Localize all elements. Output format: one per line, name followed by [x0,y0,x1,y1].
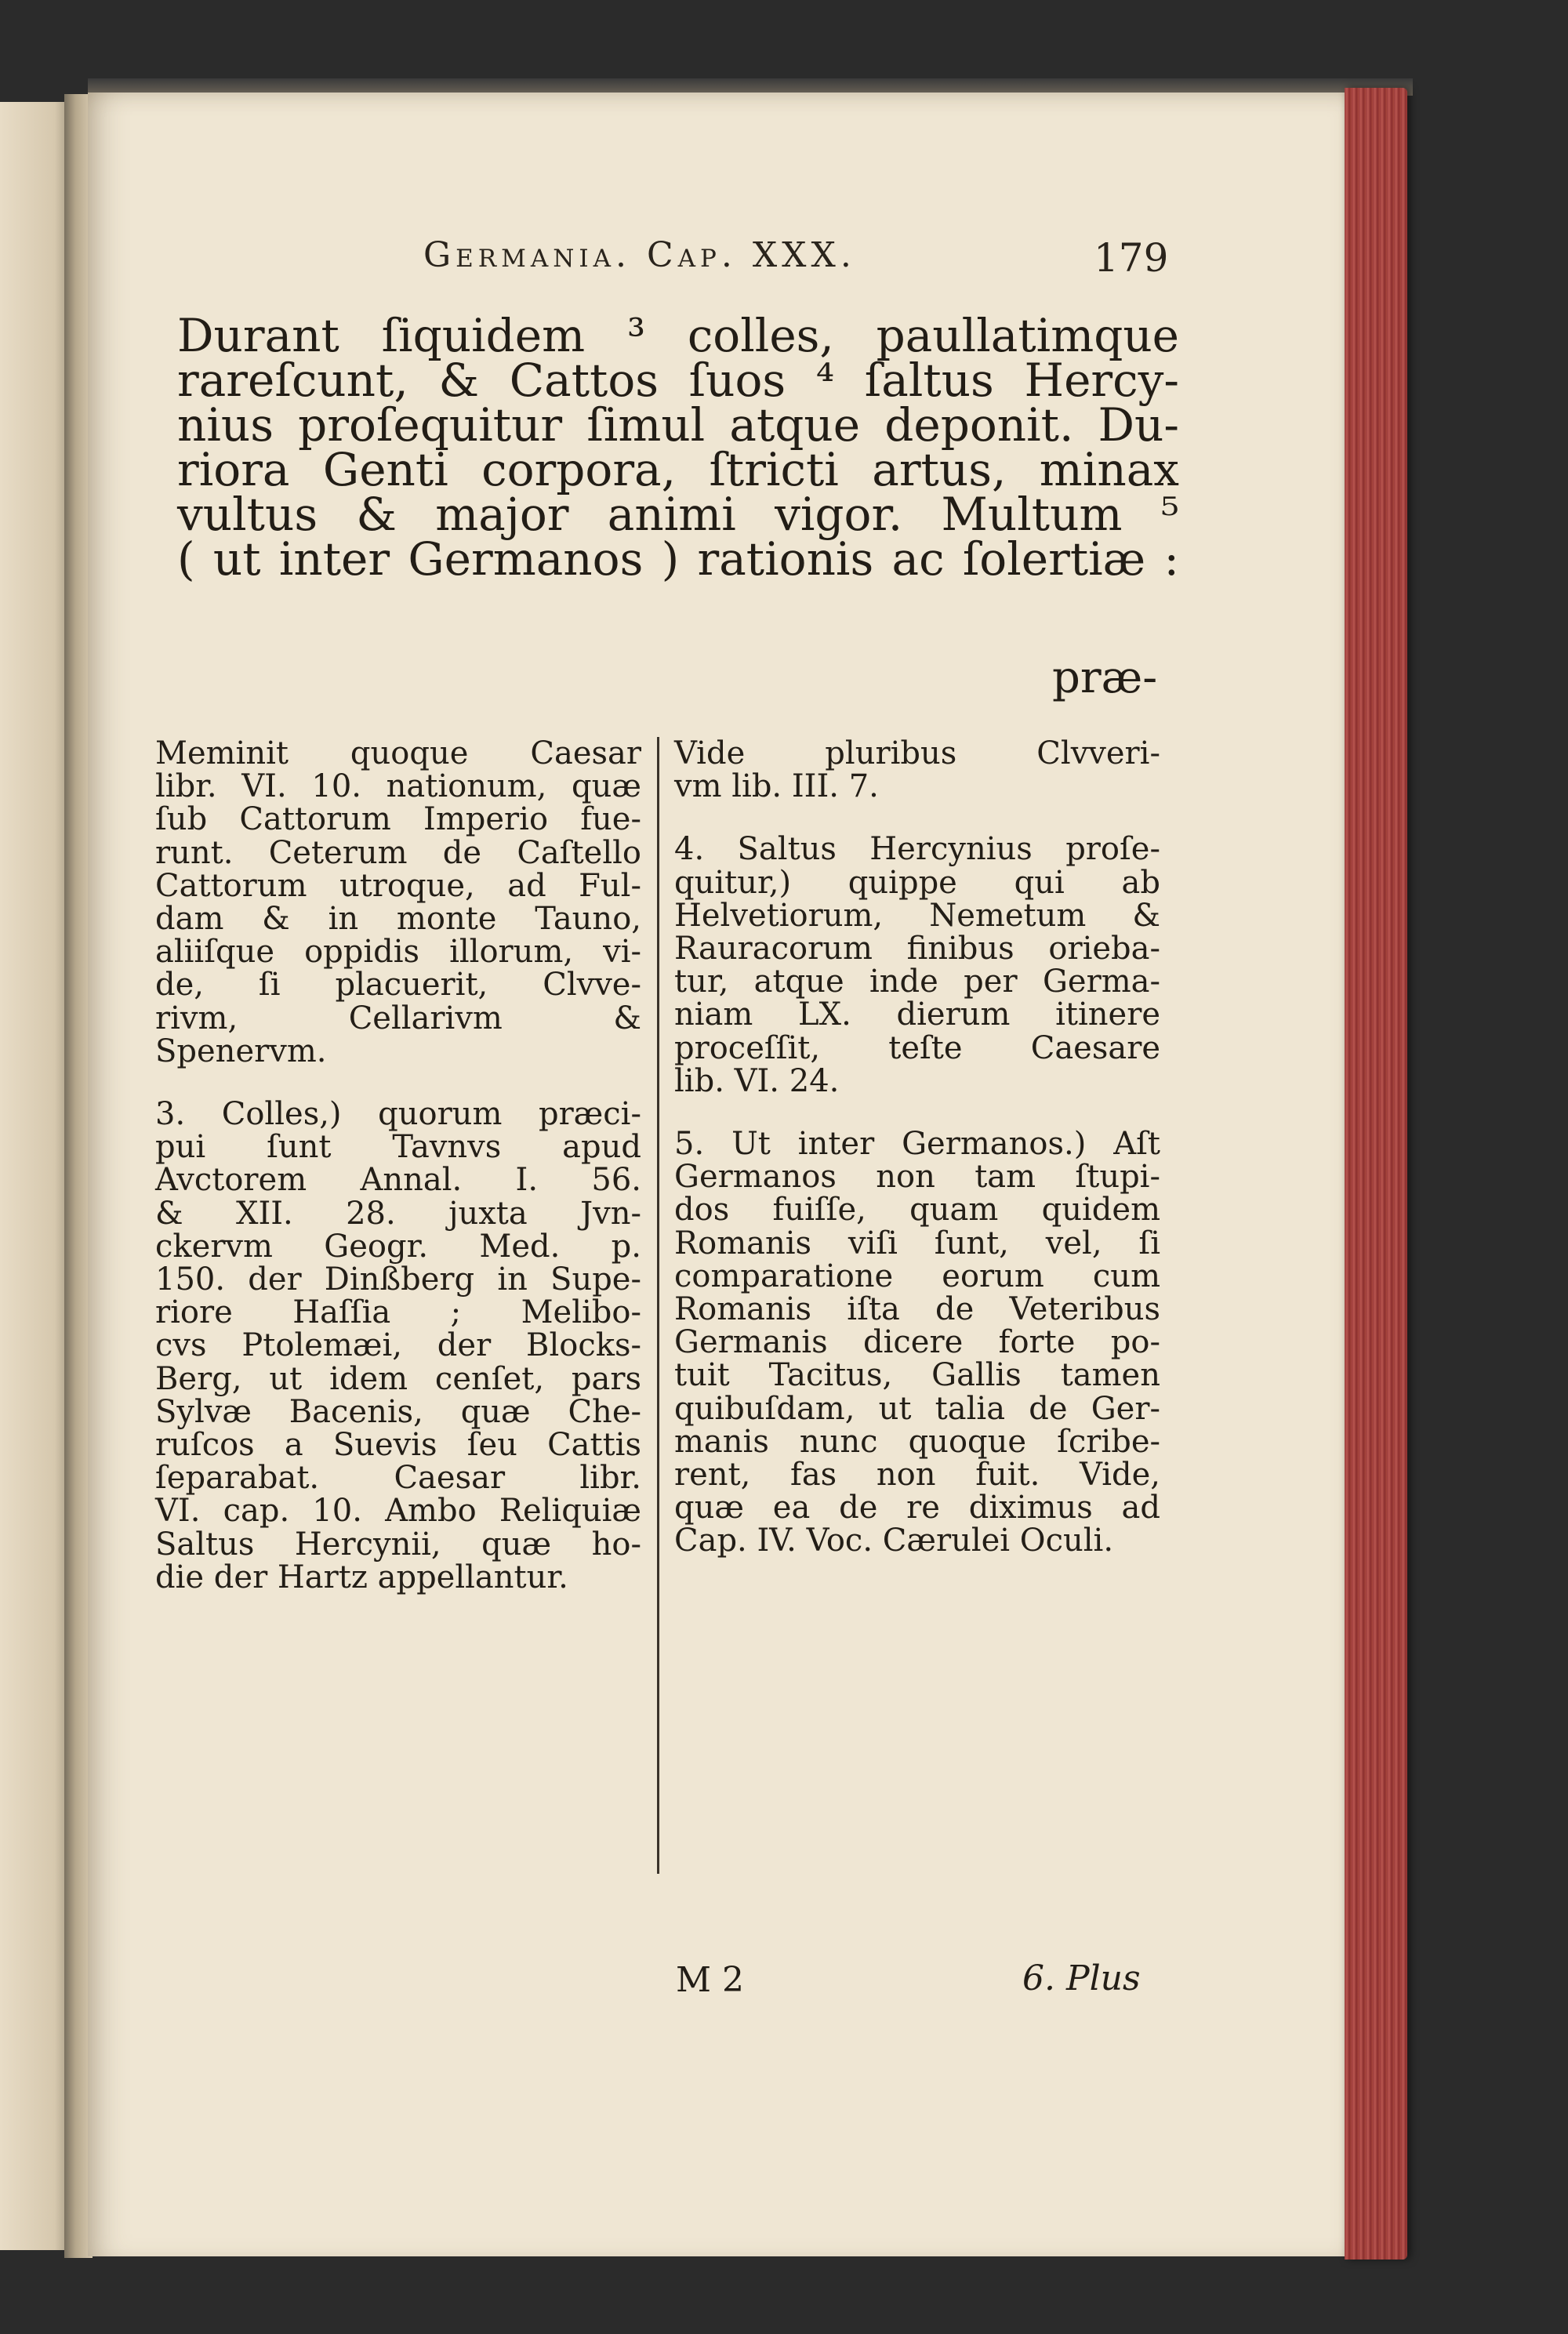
footnote-line: Romanis iſta de Veteribus [674,1291,1160,1328]
footnote-4 [674,833,1160,1098]
footnote-line: Germanis dicere forte po- [674,1324,1160,1361]
footnote-line: 3. Colles,) quorum præci- [155,1096,641,1133]
footnote-line: riore Haſſia ; Melibo- [155,1294,641,1331]
footnote-line: Germanos non tam ſtupi- [674,1159,1160,1196]
footnote-line: quitur,) quippe qui ab [674,864,1160,901]
footnote-line: dos fuiſſe, quam quidem [674,1192,1160,1229]
footnote-line: 4. Saltus Hercynius proſe- [674,831,1160,868]
footnote-line: 150. der Dinßberg in Supe- [155,1261,641,1298]
footnote-line: Helvetiorum, Nemetum & [674,897,1160,934]
main-text-line: ( ut inter Germanos ) rationis ac ſolertiæ : [177,532,1179,586]
footnote-5 [674,1127,1160,1558]
footnote-line: ſeparabat. Caesar libr. [155,1460,641,1497]
footnote-line: quibuſdam, ut talia de Ger- [674,1390,1160,1427]
footnote-line: de, ſi placuerit, Clvve- [155,967,641,1004]
main-text-line: nius proſequitur ſimul atque deponit. Du- [177,398,1179,452]
footnote-continued-right [674,737,1160,803]
footnote-line: die der Hartz appellantur. [155,1559,568,1595]
footnote-line: & XII. 28. juxta Jvn- [155,1195,641,1232]
footnote-line: tur, atque inde per Germa- [674,964,1160,1000]
footnote-line: Meminit quoque Caesar [155,735,641,771]
main-text-line: Durant ſiquidem ³ colles, paullatimque [177,309,1179,362]
footnote-line: libr. VI. 10. nationum, quæ [155,768,641,805]
footnote-line: quæ ea de re diximus ad [674,1490,1160,1526]
footnote-line: Cattorum utroque, ad Ful- [155,867,641,904]
footnote-line: aliiſque oppidis illorum, vi- [155,934,641,971]
footnote-line: Saltus Hercynii, quæ ho- [155,1526,641,1563]
footnote-line: proceſſit, teſte Caesare [674,1029,1160,1066]
footnote-3 [155,1098,641,1594]
footnote-line: 5. Ut inter Germanos.) Aſt [674,1126,1160,1163]
footnote-line: Berg, ut idem cenſet, pars [155,1360,641,1397]
page-number: 179 [1094,235,1169,281]
footnote-line: tuit Tacitus, Gallis tamen [674,1357,1160,1394]
footnote-line: VI. cap. 10. Ambo Reliquiæ [155,1493,641,1530]
footnote-line: runt. Ceterum de Caſtello [155,834,641,871]
footnote-line: vm lib. III. 7. [674,768,879,805]
main-text-line: riora Genti corpora, ſtricti artus, minax [177,443,1179,496]
footnote-line: niam LX. dierum itinere [674,996,1160,1033]
footnote-line: Vide pluribus Clvveri- [674,735,1160,771]
footnote-line: comparatione eorum cum [674,1258,1160,1294]
footnote-line: dam & in monte Tauno, [155,901,641,938]
footnote-line: ſub Cattorum Imperio fue- [155,801,641,838]
signature-mark: M 2 [676,1960,745,2000]
red-page-edges [1345,88,1407,2260]
footnote-line: Spenervm. [155,1033,327,1069]
footnote-line: ckervm Geogr. Med. p. [155,1228,641,1265]
footnote-line: Sylvæ Bacenis, quæ Che- [155,1393,641,1430]
footnote-line: rivm, Cellarivm & [155,1000,641,1036]
footer-catchword: 6. Plus [1022,1958,1141,1998]
footnote-line: Avctorem Annal. I. 56. [155,1162,641,1199]
footnote-line: Cap. IV. Voc. Cærulei Oculi. [674,1523,1114,1559]
footnote-line: rent, fas non fuit. Vide, [674,1457,1160,1494]
footnote-line: lib. VI. 24. [674,1062,840,1099]
running-title: Germania. Cap. XXX. [423,235,856,275]
main-text-block [177,309,1179,586]
footnote-line: pui ſunt Tavnvs apud [155,1129,641,1166]
footnote-line: Rauracorum finibus orieba- [674,931,1160,967]
main-text-line: rareſcunt, & Cattos ſuos ⁴ ſaltus Hercy- [177,354,1179,407]
column-divider [657,737,659,1874]
main-catchword: præ- [1052,652,1158,703]
footnote-line: cvs Ptolemæi, der Blocks- [155,1327,641,1364]
footnote-line: ruſcos a Suevis ſeu Cattis [155,1427,641,1464]
footnotes-left-column [155,737,641,1617]
footnote-line: manis nunc quoque ſcribe- [674,1423,1160,1460]
footnote-continued [155,737,641,1068]
footnotes-right-column [674,737,1160,1581]
main-text-line: vultus & major animi vigor. Multum ⁵ [177,488,1179,541]
footnote-line: Romanis viſi ſunt, vel, ſi [674,1225,1160,1261]
